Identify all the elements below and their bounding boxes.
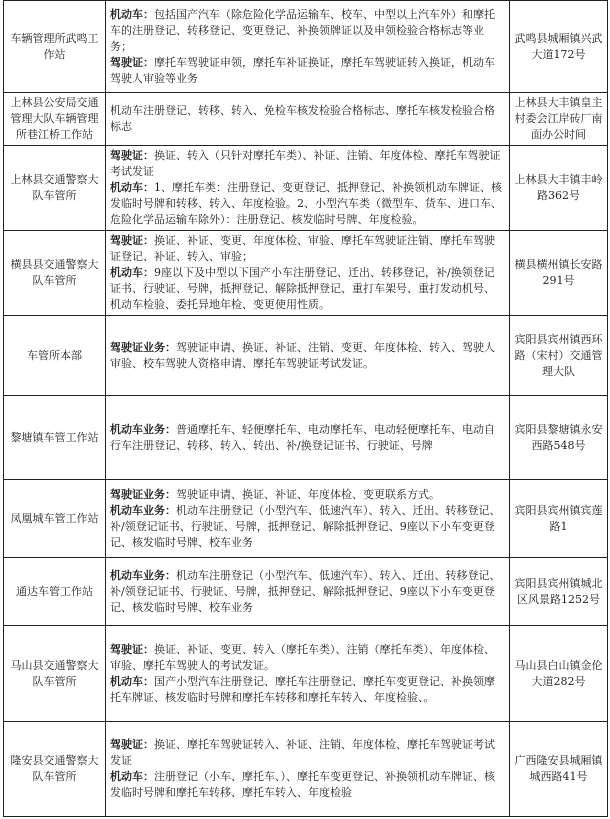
business-text: 9座以下及中型以下国产小车注册登记、迁出、转移登记，补/换领登记证书、行驶证、号牌，抵押登记、解除抵押登记、重打车架号、重打发动机号、机动车检验、委托异地年检、变更使用性质。: [110, 266, 495, 311]
business-line: [110, 568, 505, 616]
business-label: 驾驶证：: [110, 149, 154, 162]
office-name-cell: 凤凰城车管工作站: [4, 480, 106, 558]
business-label: 驾驶证：: [110, 234, 154, 247]
business-text: 包括国产汽车（除危险化学品运输车、校车、中型以上汽车外）和摩托车的注册登记、转移登记、变更登记、补换领牌证以及申领检验合格标志等业务；: [110, 7, 495, 53]
business-text: 机动车注册登记（小型汽车、低速汽车）、转入、迁出、转移登记、补/领登记证书、行驶证、号牌，抵押登记、解除抵押登记、9座以下小车变更登记、核发临时号牌、校车业务: [110, 503, 501, 549]
business-line: [110, 737, 505, 769]
business-text: 国产小型汽车注册登记、摩托车注册登记、摩托车变更登记、补换领摩托车牌证、核发临时号牌和摩托车转移和摩托车转入、年度检验、。: [110, 674, 495, 704]
table-row: [4, 316, 608, 396]
business-scope-cell: [106, 396, 510, 480]
business-scope-cell: [106, 1, 510, 93]
business-line: [110, 674, 505, 706]
business-scope-cell: [106, 316, 510, 396]
table-row: [4, 231, 608, 316]
business-line: [110, 148, 505, 180]
business-line: [110, 340, 505, 372]
business-scope-cell: [106, 722, 510, 817]
table-row: [4, 93, 608, 146]
business-text: 1、摩托车类：注册登记、变更登记、抵押登记、补换领机动车牌证、核发临时号牌和转移、转入、年度检验。2、小型汽车类（微型车、货车、进口车、危险化学品运输车除外）：注册登记、核发临时号牌、年度检验。: [110, 181, 502, 226]
table-row: [4, 626, 608, 722]
business-label: 驾驶证：: [110, 738, 154, 751]
address-cell: 横县横州镇长安路291号: [510, 231, 608, 316]
office-name-cell: 黎塘镇车管工作站: [4, 396, 106, 480]
office-name-cell: 横县县交通警察大队车管所: [4, 231, 106, 316]
business-line: [110, 769, 505, 801]
business-label: 机动车：: [110, 266, 154, 279]
address-cell: 武鸣县城厢镇兴武大道172号: [510, 1, 608, 93]
business-text: 摩托车驾驶证申领，摩托车补证换证，摩托车驾驶证转入换证，机动车驾驶人审验等业务: [110, 55, 495, 85]
address-cell: 上林县大丰镇皇主村委会江岸砖厂南面办公时间: [510, 93, 608, 146]
business-label: 驾驶证业务：: [110, 487, 176, 501]
office-name-cell: 车管所本部: [4, 316, 106, 396]
address-cell: 宾阳县宾州镇宾莲路1: [510, 480, 608, 558]
table-row: [4, 722, 608, 817]
business-scope-cell: [106, 626, 510, 722]
business-label: 机动车业务：: [110, 503, 176, 517]
business-text: 驾驶证申请、换证、补证、注销、变更、年度体检、转入、驾驶人审验、校车驾驶人资格申请、摩托车驾驶证考试发证。: [110, 340, 495, 370]
business-text: 换证、摩托车驾驶证转入、补证、注销、年度体检、摩托车驾驶证考试发证: [110, 738, 495, 767]
business-scope-cell: [106, 231, 510, 316]
office-name-cell: 车辆管理所武鸣工作站: [4, 1, 106, 93]
business-text: 换证、补证、变更、年度体检、审验、摩托车驾驶证注销、摩托车驾驶证登记、补证、转入、审验；: [110, 234, 495, 263]
address-cell: 上林县大丰镇丰岭路362号: [510, 146, 608, 231]
business-label: 机动车：: [110, 7, 154, 21]
address-cell: 宾阳县宾州镇西环路（宋村）交通管理大队: [510, 316, 608, 396]
table-row: [4, 146, 608, 231]
business-text: 驾驶证申请、换证、补证、年度体检、变更联系方式。: [176, 487, 440, 501]
table-row: [4, 1, 608, 93]
business-label: 机动车：: [110, 674, 154, 688]
table-row: [4, 480, 608, 558]
business-text: 换证、补证、变更、转入（摩托车类）、注销（摩托车类）、年度体检、审验、摩托车驾驶人的考试发证。: [110, 642, 495, 672]
business-line: [110, 233, 505, 265]
office-name-cell: 上林县交通警察大队车管所: [4, 146, 106, 231]
business-scope-cell: [106, 558, 510, 626]
address-cell: 广西隆安县城厢镇城西路41号: [510, 722, 608, 817]
address-cell: 宾阳县宾州镇城北区风景路1252号: [510, 558, 608, 626]
table-row: [4, 558, 608, 626]
business-label: 机动车：: [110, 770, 154, 783]
business-scope-cell: [106, 480, 510, 558]
office-name-cell: 马山县交通警察大队车管所: [4, 626, 106, 722]
business-line: [110, 265, 505, 313]
address-cell: 宾阳县黎塘镇永安西路548号: [510, 396, 608, 480]
table-body: [4, 1, 608, 817]
business-label: 驾驶证：: [110, 55, 154, 69]
business-text: 机动车注册登记、转移、转入、免检车核发检验合格标志、摩托车核发检验合格标志: [110, 104, 495, 133]
business-text: 换证、转入（只针对摩托车类）、补证、注销、年度体检、摩托车驾驶证考试发证: [110, 149, 501, 178]
office-name-cell: 通达车管工作站: [4, 558, 106, 626]
business-label: 机动车：: [110, 181, 154, 194]
business-text: 普通摩托车、轻便摩托车、电动摩托车、电动轻便摩托车、电动自行车注册登记、转移、转入、转出、补/换登记证书、行驶证、号牌: [110, 422, 495, 452]
table-row: [4, 396, 608, 480]
business-scope-cell: [106, 146, 510, 231]
business-line: [110, 103, 505, 135]
business-line: [110, 422, 505, 454]
business-label: 机动车业务：: [110, 568, 176, 582]
business-line: [110, 7, 505, 55]
office-name-cell: 隆安县交通警察大队车管所: [4, 722, 106, 817]
business-label: 机动车业务：: [110, 422, 176, 436]
business-line: [110, 487, 505, 503]
office-name-cell: 上林县公安局交通管理大队车辆管理所巷江桥工作站: [4, 93, 106, 146]
business-text: 注册登记（小车、摩托车、）、摩托车变更登记、补换领机动车牌证、核发临时号牌和摩托车转移、摩托车转入、年度检验: [110, 770, 495, 799]
address-cell: 马山县白山镇金伦大道282号: [510, 626, 608, 722]
business-line: [110, 642, 505, 674]
vehicle-office-table: [3, 0, 608, 817]
business-line: [110, 180, 505, 228]
business-label: 驾驶证：: [110, 642, 154, 656]
business-label: 驾驶证业务：: [110, 340, 176, 354]
business-scope-cell: [106, 93, 510, 146]
business-line: [110, 55, 505, 87]
business-text: 机动车注册登记（小型汽车、低速汽车）、转入、迁出、转移登记、补/领登记证书、行驶证、号牌，抵押登记、解除抵押登记、9座以下小车变更登记、核发临时号牌、校车业务: [110, 568, 501, 614]
business-line: [110, 503, 505, 551]
